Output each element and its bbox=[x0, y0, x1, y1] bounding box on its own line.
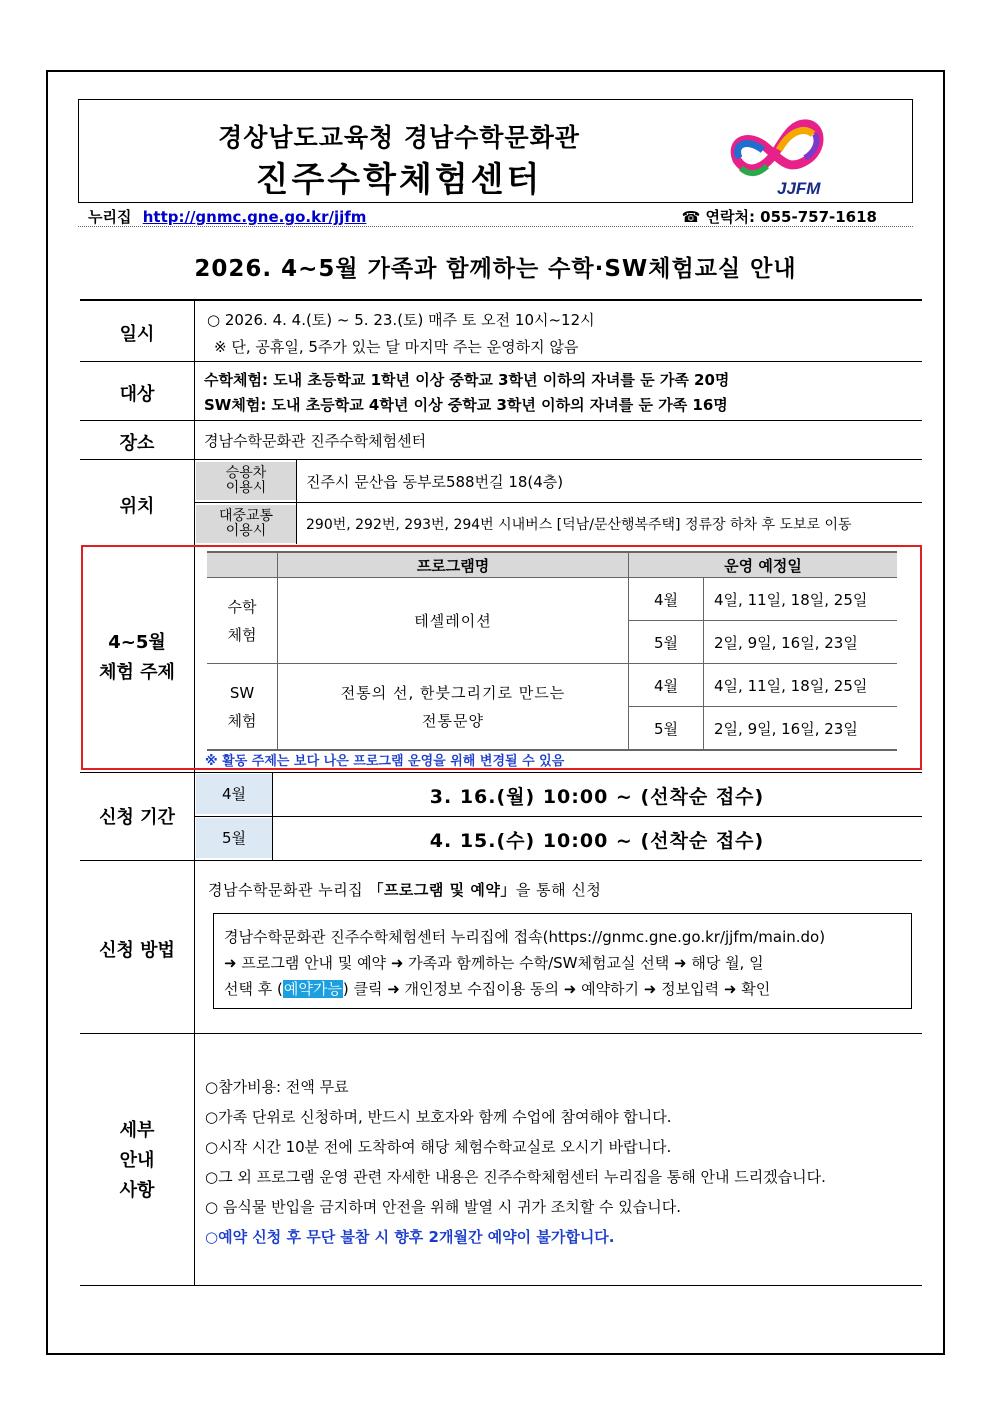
target-line-2: SW체험: 도내 초등학교 4학년 이상 중학교 3학년 이하의 자녀를 둔 가족 16명 bbox=[204, 396, 728, 414]
program-math bbox=[278, 578, 629, 664]
month-cell: 5월 bbox=[629, 707, 704, 751]
date-line-2: ※ 단, 공휴일, 5주가 있는 달 마지막 주는 운영하지 않음 bbox=[214, 338, 579, 356]
method-intro-end: 을 통해 신청 bbox=[515, 881, 602, 899]
label-date: 일시 bbox=[119, 324, 155, 345]
procedure-line-2: ➜ 프로그램 안내 및 예약 ➜ 가족과 함께하는 수학/SW체험교실 선택 ➜ 해당 월, 일 bbox=[224, 954, 764, 972]
document-title: 2026. 4~5월 가족과 함께하는 수학·SW체험교실 안내 bbox=[194, 256, 797, 282]
program-sw-line-2: 전통문양 bbox=[422, 711, 484, 730]
procedure-line-3-end: ) 클릭 ➜ 개인정보 수집이용 동의 ➜ 예약하기 ➜ 정보입력 ➜ 확인 bbox=[342, 980, 771, 998]
bus-label bbox=[196, 505, 296, 543]
table-row bbox=[207, 578, 897, 621]
detail-item: ○그 외 프로그램 운영 관련 자세한 내용은 진주수학체험센터 누리집을 통해 안내 드리겠습니다. bbox=[205, 1168, 826, 1186]
target-line-1: 수학체험: 도내 초등학교 1학년 이상 중학교 3학년 이하의 자녀를 둔 가족 20명 bbox=[204, 371, 730, 389]
label-details-line-3: 사항 bbox=[119, 1180, 155, 1201]
site-info bbox=[88, 206, 366, 227]
category-sw bbox=[207, 664, 278, 751]
category-sw-line-2: 체험 bbox=[227, 711, 257, 730]
label-target: 대상 bbox=[119, 384, 155, 405]
row-divider bbox=[80, 361, 922, 362]
method-intro-menu: 「프로그램 및 예약」 bbox=[368, 881, 516, 899]
site-link[interactable]: http://gnmc.gne.go.kr/jjfm bbox=[142, 208, 367, 226]
site-label: 누리집 bbox=[88, 208, 132, 226]
logo-text: JJFM bbox=[777, 179, 821, 198]
label-method: 신청 방법 bbox=[99, 940, 175, 961]
detail-item: ○시작 시간 10분 전에 도착하여 해당 체험수학교실로 오시기 바랍니다. bbox=[205, 1138, 672, 1156]
dates-cell: 4일, 11일, 18일, 25일 bbox=[704, 664, 898, 707]
phone-info: ☎ 연락처: 055-757-1618 bbox=[681, 208, 877, 226]
period-month-april: 4월 bbox=[196, 774, 272, 814]
label-details-line-2: 안내 bbox=[119, 1150, 155, 1171]
program-sw-line-1: 전통의 선, 한붓그리기로 만드는 bbox=[340, 683, 566, 702]
label-themes-line-1: 4~5월 bbox=[108, 632, 166, 653]
dates-cell: 2일, 9일, 16일, 23일 bbox=[704, 707, 898, 751]
label-column-divider bbox=[194, 300, 195, 1286]
label-themes bbox=[80, 628, 194, 688]
car-label-line-1: 승용차 bbox=[225, 465, 267, 481]
header-program: 프로그램명 bbox=[278, 552, 629, 578]
dates-cell: 2일, 9일, 16일, 23일 bbox=[704, 621, 898, 664]
label-place: 장소 bbox=[119, 433, 155, 454]
detail-warning: ○예약 신청 후 무단 불참 시 향후 2개월간 예약이 불가합니다. bbox=[205, 1228, 615, 1246]
procedure-line-3 bbox=[224, 976, 901, 1002]
org-name: 경상남도교육청 경남수학문화관 bbox=[218, 123, 580, 152]
bus-label-line-2: 이용시 bbox=[225, 523, 267, 539]
label-details-line-1: 세부 bbox=[119, 1120, 155, 1141]
header-blank bbox=[207, 552, 278, 578]
row-divider bbox=[80, 1033, 922, 1034]
month-cell: 4월 bbox=[629, 664, 704, 707]
period-april: 3. 16.(월) 10:00 ~ (선착순 접수) bbox=[429, 786, 765, 808]
row-divider bbox=[80, 459, 922, 460]
procedure-box bbox=[213, 913, 912, 1009]
period-month-may: 5월 bbox=[196, 818, 272, 858]
bus-label-line-1: 대중교통 bbox=[218, 508, 274, 524]
label-themes-line-2: 체험 주제 bbox=[99, 662, 175, 683]
center-name: 진주수학체험센터 bbox=[255, 160, 543, 200]
dates-cell: 4일, 11일, 18일, 25일 bbox=[704, 578, 898, 621]
category-sw-line-1: SW bbox=[229, 683, 255, 702]
month-cell: 5월 bbox=[629, 621, 704, 664]
label-location: 위치 bbox=[119, 496, 155, 517]
detail-item: ○참가비용: 전액 무료 bbox=[205, 1078, 349, 1096]
method-intro bbox=[208, 879, 601, 900]
row-divider bbox=[80, 420, 922, 421]
bus-value: 290번, 292번, 293번, 294번 시내버스 [덕남/문산행복주택] 정류장 하차 후 도보로 이동 bbox=[306, 517, 852, 533]
label-details bbox=[80, 1116, 194, 1206]
row-divider bbox=[80, 772, 922, 773]
header-box bbox=[78, 99, 913, 203]
themes-notice: ※ 활동 주제는 보다 나은 프로그램 운영을 위해 변경될 수 있음 bbox=[205, 754, 565, 769]
procedure-line-3-start: 선택 후 ( bbox=[224, 980, 283, 998]
reservable-button-label: 예약가능 bbox=[283, 980, 342, 998]
month-cell: 4월 bbox=[629, 578, 704, 621]
car-label-line-2: 이용시 bbox=[225, 480, 267, 496]
program-table-header bbox=[207, 552, 897, 578]
location-row-divider bbox=[195, 502, 922, 503]
label-period: 신청 기간 bbox=[99, 807, 175, 828]
program-sw bbox=[278, 664, 629, 751]
program-math-line-1: 테셀레이션 bbox=[414, 612, 492, 630]
category-math bbox=[207, 578, 278, 664]
table-top-border bbox=[80, 299, 922, 301]
program-table bbox=[207, 551, 897, 751]
method-intro-text: 경남수학문화관 누리집 bbox=[208, 881, 369, 899]
detail-item: ○가족 단위로 신청하며, 반드시 보호자와 함께 수업에 참여해야 합니다. bbox=[205, 1108, 672, 1126]
car-value: 진주시 문산읍 동부로588번길 18(4층) bbox=[306, 473, 564, 491]
table-row bbox=[207, 664, 897, 707]
place-value: 경남수학문화관 진주수학체험센터 bbox=[204, 432, 427, 450]
detail-item: ○ 음식물 반입을 금지하며 안전을 위해 발열 시 귀가 조치할 수 있습니다. bbox=[205, 1198, 682, 1216]
row-divider bbox=[80, 860, 922, 861]
category-math-line-1: 수학 bbox=[227, 597, 257, 616]
category-math-line-2: 체험 bbox=[227, 625, 257, 644]
period-row-divider bbox=[195, 816, 922, 817]
jjfm-logo bbox=[719, 110, 844, 200]
car-label bbox=[196, 462, 296, 500]
header-schedule: 운영 예정일 bbox=[629, 552, 898, 578]
period-may: 4. 15.(수) 10:00 ~ (선착순 접수) bbox=[429, 830, 765, 852]
contact-row bbox=[78, 204, 913, 227]
table-bottom-border bbox=[80, 1285, 922, 1286]
details-list bbox=[205, 1072, 826, 1252]
procedure-line-1: 경남수학문화관 진주수학체험센터 누리집에 접속(https://gnmc.gne.go.kr/jjfm/main.do) bbox=[224, 928, 826, 946]
date-line-1: ○ 2026. 4. 4.(토) ~ 5. 23.(토) 매주 토 오전 10시~12시 bbox=[207, 311, 595, 329]
